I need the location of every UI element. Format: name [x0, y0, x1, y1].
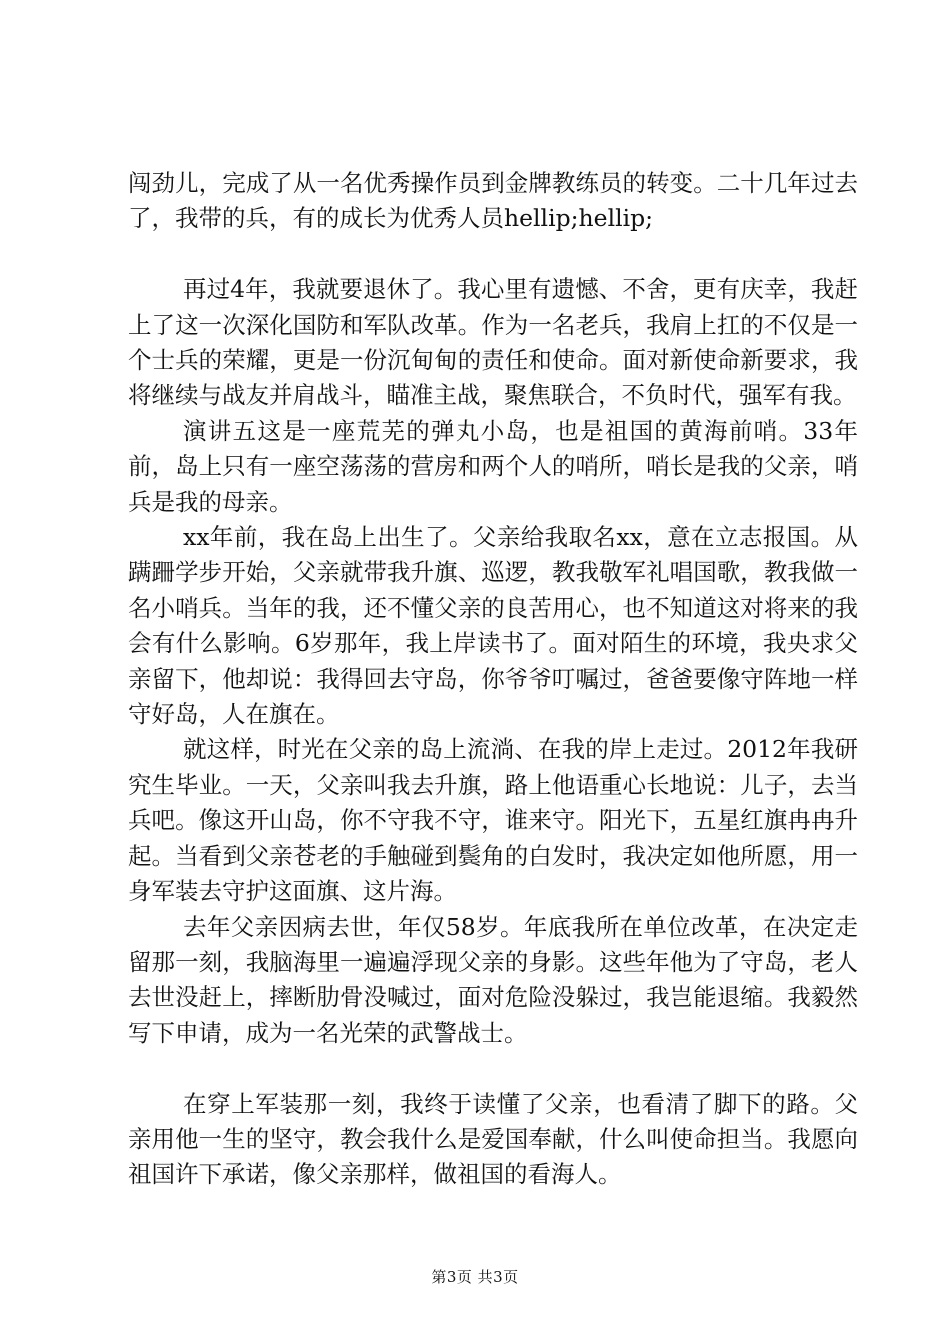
paragraph-2: 再过4年，我就要退休了。我心里有遗憾、不舍，更有庆幸，我赶上了这一次深化国防和军队改革。作为一名老兵，我肩上扛的不仅是一个士兵的荣耀，更是一份沉甸甸的责任和使命。面对新使命新要求，我将继续与战友并肩战斗，瞄准主战，聚焦联合，不负时代，强军有我。 [128, 275, 858, 410]
page-footer: 第3页 共3页 [431, 1268, 519, 1286]
paragraph-7: 在穿上军装那一刻，我终于读懂了父亲，也看清了脚下的路。父亲用他一生的坚守，教会我什么是爱国奉献，什么叫使命担当。我愿向祖国许下承诺，像父亲那样，做祖国的看海人。 [128, 1089, 858, 1189]
paragraph-5: 就这样，时光在父亲的岛上流淌、在我的岸上走过。2012年我研究生毕业。一天，父亲叫我去升旗，路上他语重心长地说：儿子，去当兵吧。像这开山岛，你不守我不守，谁来守。阳光下，五星红旗冉冉升起。当看到父亲苍老的手触碰到鬓角的白发时，我决定如他所愿，用一身军装去守护这面旗、这片海。 [128, 735, 858, 906]
paragraph-3: 演讲五这是一座荒芜的弹丸小岛，也是祖国的黄海前哨。33年前，岛上只有一座空荡荡的营房和两个人的哨所，哨长是我的父亲，哨兵是我的母亲。 [128, 416, 858, 516]
paragraph-6: 去年父亲因病去世，年仅58岁。年底我所在单位改革，在决定走留那一刻，我脑海里一遍遍浮现父亲的身影。这些年他为了守岛，老人去世没赶上，摔断肋骨没喊过，面对危险没躲过，我岂能退缩。我毅然写下申请，成为一名光荣的武警战士。 [128, 912, 858, 1047]
document-body [128, 166, 858, 1193]
paragraph-4: xx年前，我在岛上出生了。父亲给我取名xx，意在立志报国。从蹒跚学步开始，父亲就带我升旗、巡逻，教我敬军礼唱国歌，教我做一名小哨兵。当年的我，还不懂父亲的良苦用心，也不知道这对将来的我会有什么影响。6岁那年，我上岸读书了。面对陌生的环境，我央求父亲留下，他却说：我得回去守岛，你爷爷叮嘱过，爸爸要像守阵地一样守好岛，人在旗在。 [128, 523, 858, 729]
paragraph-1: 闯劲儿，完成了从一名优秀操作员到金牌教练员的转变。二十几年过去了，我带的兵，有的成长为优秀人员hellip;hellip; [128, 169, 858, 233]
paragraph-gap [128, 1051, 858, 1086]
paragraph-gap [128, 237, 858, 272]
